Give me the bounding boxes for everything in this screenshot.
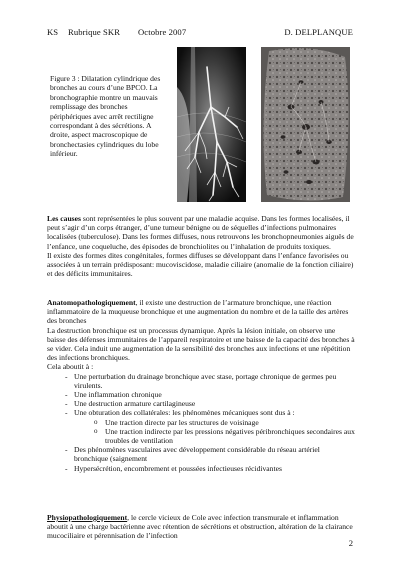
list-item: - Une inflammation chronique bbox=[65, 390, 355, 399]
figure-block bbox=[50, 47, 350, 207]
physio-title: Physiopathologiquement bbox=[47, 513, 128, 522]
section-causes bbox=[47, 214, 355, 278]
header-author: D. DELPLANQUE bbox=[284, 27, 353, 37]
header-rubrique: Rubrique SKR bbox=[68, 27, 121, 37]
figure-caption: Figure 3 : Dilatation cylindrique des bronches au cours d’une BPCO. La bronchographie montre un mauvais remplissage des bronches périphériques avec arrêt rectiligne correspondant à des sécrétions. A droite, aspect macroscopique de bronchectasies cylindriques du lobe inférieur. bbox=[50, 74, 161, 159]
consequence-list bbox=[47, 372, 355, 473]
causes-text: sont représentées le plus souvent par une maladie acquise. Dans les formes localisées, il peut s’agir d’un corps étranger, d’une tumeur bénigne ou de séquelles d’infections pulmonaires localisées (tuberculose). Dans les formes diffuses, nous retrouvons les bronchopneumonies aiguës de l’enfance, une coqueluche, des épisodes de bronchiolites ou l’inhalation de produits toxiques. bbox=[47, 214, 354, 251]
sub-list bbox=[74, 418, 355, 446]
list-item-text: Une obturation des collatérales: les phénomènes mécaniques sont dus à : bbox=[74, 408, 295, 418]
section-physiopathology bbox=[47, 513, 355, 541]
anatomo-lead-in: Cela aboutit à : bbox=[47, 362, 94, 372]
bronchography-image bbox=[177, 47, 246, 202]
list-item: - Des phénomènes vasculaires avec développement considérable du réseau artériel bronchique (saignement bbox=[65, 445, 355, 463]
anatomo-paragraph-2: La destruction bronchique est un processus dynamique. Après la lésion initiale, on observe une baisse des défenses immunitaires de l’appareil respiratoire et une baisse de la capacité des bronches à se vider. Cela induit une augmentation de la sensibilité des bronches aux infections et une répétition des infections bronchiques. bbox=[47, 325, 355, 363]
list-item: - Une perturbation du drainage bronchique avec stase, portage chronique de germes peu virulents. bbox=[65, 372, 355, 390]
anatomo-text: , il existe une destruction de l’armature bronchique, une réaction inflammatoire de la muqueuse bronchique et une augmentation du nombre et de la taille des artères des bronches bbox=[47, 298, 349, 326]
causes-paragraph bbox=[47, 214, 355, 251]
list-item: - Hypersécrétion, encombrement et poussées infectieuses récidivantes bbox=[65, 464, 355, 473]
anatomo-paragraph bbox=[47, 298, 355, 326]
page-number: 2 bbox=[348, 538, 353, 548]
sub-list-item: o Une traction directe par les structures de voisinage bbox=[94, 418, 355, 427]
list-item bbox=[65, 408, 355, 445]
anatomo-title: Anatomopathologiquement bbox=[47, 298, 136, 307]
list-item: - Une destruction armature cartilagineuse bbox=[65, 399, 355, 408]
physio-paragraph bbox=[47, 513, 355, 541]
header-date: Octobre 2007 bbox=[138, 27, 187, 37]
sub-list-item: o Une traction indirecte par les pressions négatives péribronchiques secondaires aux troubles de ventilation bbox=[94, 427, 355, 445]
causes-congenital-paragraph: Il existe des formes dites congénitales, formes diffuses se développant dans l’enfance favorisées ou associées à un terrain prédisposant: mucoviscidose, maladie ciliaire (anomalie de la fonction ciliaire) et des déficits immunitaires. bbox=[47, 250, 354, 279]
macroscopic-specimen-image bbox=[261, 47, 350, 202]
section-anatomopathology bbox=[47, 298, 355, 473]
causes-title: Les causes bbox=[47, 214, 81, 223]
header-ks: KS bbox=[47, 27, 59, 37]
physio-text: , le cercle vicieux de Cole avec infection transmurale et inflammation aboutit à une charge bactérienne avec rétention de sécrétions et obstruction, altération de la clairance mucociliaire et pérennisation de l’infection bbox=[47, 513, 353, 541]
page-header bbox=[47, 27, 353, 39]
